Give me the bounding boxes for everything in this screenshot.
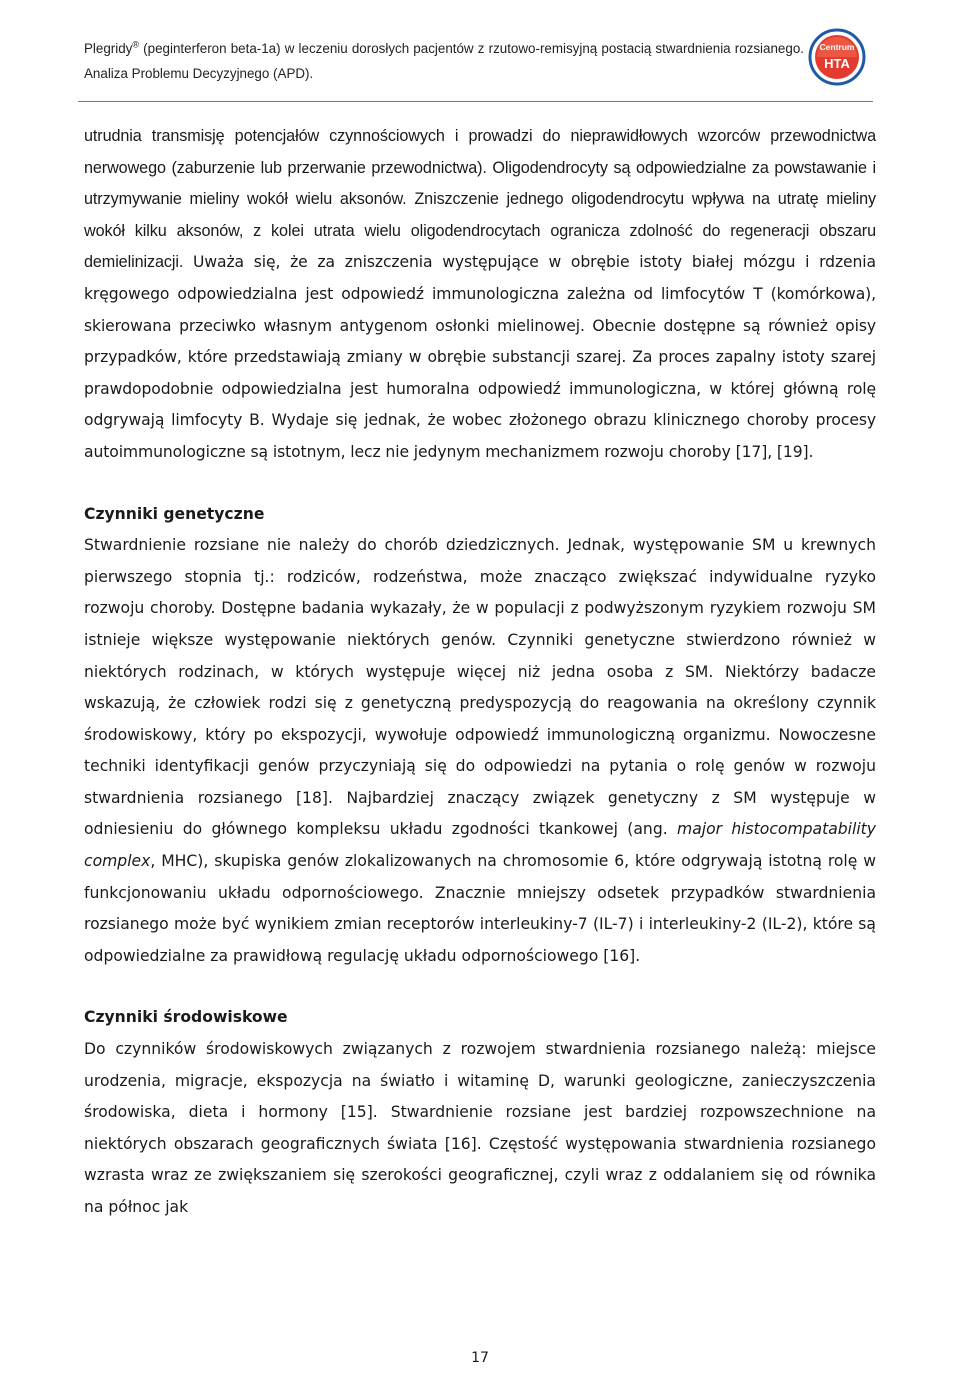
logo-text-hta: HTA [824, 56, 850, 71]
paragraph-genetic-part1: Stwardnienie rozsiane nie należy do chorób dziedzicznych. Jednak, występowanie SM u krewnych pierwszego stopnia tj.: rodziców, rodzeństwa, może znacząco zwiększać indywidualne ryzyko rozwoju choroby. Dostępne badania wykazały, że w populacji z podwyższonym ryzykiem rozwoju SM istnieje większe występowanie niektórych genów. Czynniki genetyczne stwierdzono również w niektórych rodzinach, w których występuje więcej niż jedna osoba z SM. Niektórzy badacze wskazują, że człowiek rodzi się z genetyczną predyspozycją do reagowania na określony czynnik środowiskowy, który po ekspozycji, wywołuje odpowiedź immunologiczną organizmu. Nowoczesne techniki identyfikacji genów przyczyniają się do odpowiedzi na pytania o rolę genów w rozwoju stwardnienia rozsianego [18]. Najbardziej znaczący związek genetyczny z SM występuje w odniesieniu do głównego kompleksu układu zgodności tkankowej (ang. [84, 536, 876, 839]
heading-genetic-factors: Czynniki genetyczne [84, 504, 265, 523]
logo-text-centrum: Centrum [819, 42, 855, 52]
header-divider [78, 101, 873, 102]
paragraph-pathogenesis [84, 121, 876, 469]
paragraph-pathogenesis-part2: Uważa się, że za zniszczenia występujące w obrębie istoty białej mózgu i rdzenia kręgowego odpowiedzialna jest odpowiedź immunologiczna zależna od limfocytów T (komórkowa), skierowana przeciwko własnym antygenom osłonki mielinowej. Obecnie dostępne są również opisy przypadków, które przedstawiają zmiany w obrębie substancji szarej. Za proces zapalny istoty szarej prawdopodobnie odpowiedzialna jest humoralna odpowiedź immunologiczna, w której główną rolę odgrywają limfocyty B. Wydaje się jednak, że wobec złożonego obrazu klinicznego choroby procesy autoimmunologiczne są istotnym, lecz nie jedynym mechanizmem rozwoju choroby [17], [19]. [84, 253, 876, 461]
main-content [84, 121, 876, 1224]
heading-environmental-factors: Czynniki środowiskowe [84, 1008, 288, 1027]
registered-mark: ® [132, 39, 140, 50]
paragraph-environmental-factors: Do czynników środowiskowych związanych z rozwojem stwardnienia rozsianego należą: miejsce urodzenia, migracje, ekspozycja na światło i witaminę D, warunki geologiczne, zanieczyszczenia środowiska, dieta i hormony [15]. Stwardnienie rozsiane jest bardziej rozpowszechnione na niektórych obszarach geograficznych świata [16]. Częstość występowania stwardnienia rozsianego wzrasta wraz ze zwiększaniem się szerokości geograficznej, czyli wraz z oddalaniem się od równika na północ jak [84, 1040, 876, 1216]
paragraph-pathogenesis-part1: utrudnia transmisję potencjałów czynnościowych i prowadzi do nieprawidłowych wzorców przewodnictwa nerwowego (zaburzenie lub przerwanie przewodnictwa). Oligodendrocyty są odpowiedzialne za powstawanie i utrzymywanie mieliny wokół wielu aksonów. Zniszczenie jednego oligodendrocytu wpływa na utratę mieliny wokół kilku aksonów, z kolei utrata wielu oligodendrocytach ogranicza zdolność do regeneracji obszaru demielinizacji. [84, 127, 876, 272]
header-product: Plegridy [84, 41, 133, 56]
centrum-hta-logo [808, 28, 866, 86]
paragraph-genetic-part2: , MHC), skupiska genów zlokalizowanych na chromosomie 6, które odgrywają istotną rolę w funkcjonowaniu układu odpornościowego. Znacznie mniejszy odsetek przypadków stwardnienia rozsianego może być wynikiem zmian receptorów interleukiny-7 (IL-7) i interleukiny-2 (IL-2), które są odpowiedzialne za prawidłową regulację układu odpornościowego [16]. [84, 852, 876, 965]
page-number: 17 [471, 1350, 489, 1366]
header-title: (peginterferon beta-1a) w leczeniu dorosłych pacjentów z rzutowo-remisyjną postacią stwardnienia rozsianego. Analiza Problemu Decyzyjnego (APD). [84, 41, 804, 81]
paragraph-genetic-italic-term: major histocompatability complex [84, 820, 877, 871]
running-header [84, 36, 804, 86]
paragraph-genetic-factors [84, 530, 876, 972]
